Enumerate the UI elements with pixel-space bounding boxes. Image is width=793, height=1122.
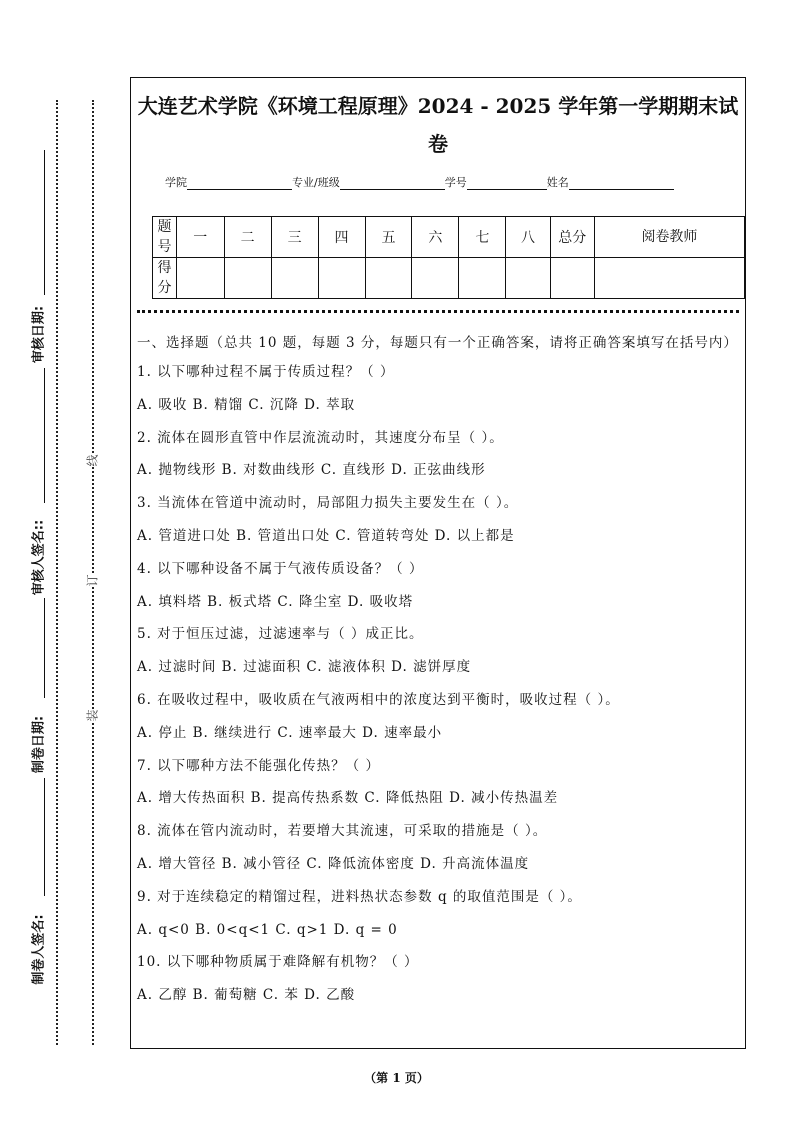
question-options: A. 过滤时间 B. 过滤面积 C. 滤液体积 D. 滤饼厚度 — [137, 659, 472, 676]
table-cell: 一 — [176, 217, 224, 258]
reviewer-signature-label: 审核人签名:: — [31, 519, 47, 596]
question-text: 7. 以下哪种方法不能强化传热？（ ） — [137, 757, 380, 774]
table-cell: 得分 — [153, 258, 177, 299]
score-cell[interactable] — [271, 258, 318, 299]
question-options: A. 增大传热面积 B. 提高传热系数 C. 降低热阻 D. 减小传热温差 — [137, 790, 559, 807]
question-options: A. 填料塔 B. 板式塔 C. 降尘室 D. 吸收塔 — [137, 593, 414, 610]
dotted-line-outer — [56, 100, 58, 1045]
binding-char-install: 装 — [85, 709, 100, 722]
question-text: 4. 以下哪种设备不属于气液传质设备？（ ） — [137, 560, 424, 577]
score-cell[interactable] — [176, 258, 224, 299]
binding-char-line: 线 — [85, 454, 100, 467]
name-field[interactable] — [569, 177, 674, 190]
question-options: A. q<0 B. 0<q<1 C. q>1 D. q = 0 — [137, 921, 398, 938]
score-cell[interactable] — [550, 258, 594, 299]
name-label: 姓名 — [546, 176, 569, 189]
table-cell: 阅卷教师 — [594, 217, 744, 258]
major-label: 专业/班级 — [292, 176, 340, 189]
question-options: A. 增大管径 B. 减小管径 C. 降低流体密度 D. 升高流体温度 — [137, 855, 530, 872]
signature-line — [44, 150, 45, 295]
binding-char-bind: 订 — [85, 574, 100, 587]
score-cell[interactable] — [224, 258, 271, 299]
student-id-label: 学号 — [444, 176, 467, 189]
question-text: 8. 流体在管内流动时，若要增大其流速，可采取的措施是（ ）。 — [137, 823, 548, 840]
score-cell[interactable] — [412, 258, 459, 299]
question-options: A. 管道进口处 B. 管道出口处 C. 管道转弯处 D. 以上都是 — [137, 527, 515, 544]
score-cell[interactable] — [459, 258, 506, 299]
question-text: 2. 流体在圆形直管中作层流流动时，其速度分布呈（ ）。 — [137, 429, 504, 446]
score-cell[interactable] — [365, 258, 412, 299]
separator — [137, 310, 739, 313]
question-text: 10. 以下哪种物质属于难降解有机物？（ ） — [137, 954, 419, 971]
question-text: 6. 在吸收过程中，吸收质在气液两相中的浓度达到平衡时，吸收过程（ ）。 — [137, 691, 620, 708]
table-cell: 七 — [459, 217, 506, 258]
student-info — [165, 174, 674, 190]
question-text: 1. 以下哪种过程不属于传质过程？（ ） — [137, 364, 395, 380]
table-cell: 六 — [412, 217, 459, 258]
question-options: A. 停止 B. 继续进行 C. 速率最大 D. 速率最小 — [137, 724, 443, 741]
page-number: （第 1 页） — [364, 1071, 429, 1085]
exam-title: 大连艺术学院《环境工程原理》2024 - 2025 学年第一学期期末试 — [137, 94, 739, 118]
preparer-signature-label: 制卷人签名: — [31, 914, 47, 985]
signature-line — [44, 598, 45, 698]
signature-line — [44, 368, 45, 503]
question-options: A. 抛物线形 B. 对数曲线形 C. 直线形 D. 正弦曲线形 — [137, 462, 486, 479]
score-table — [152, 216, 745, 299]
exam-frame — [130, 77, 746, 1049]
question-text: 9. 对于连续稳定的精馏过程，进料热状态参数 q 的取值范围是（ ）。 — [137, 888, 582, 905]
prep-date-label: 制卷日期: — [31, 715, 47, 774]
section-intro: 一、选择题（总共 10 题，每题 3 分，每题只有一个正确答案，请将正确答案填写在括号内） — [137, 335, 738, 351]
table-cell: 八 — [506, 217, 550, 258]
table-cell: 三 — [271, 217, 318, 258]
exam-title-cont: 卷 — [428, 132, 448, 156]
question-text: 5. 对于恒压过滤，过滤速率与（ ）成正比。 — [137, 626, 424, 643]
table-row — [153, 258, 745, 299]
section-multiple-choice — [137, 332, 737, 1017]
student-id-field[interactable] — [467, 177, 547, 190]
table-row — [153, 217, 745, 258]
college-field[interactable] — [187, 177, 292, 190]
question-options: A. 乙醇 B. 葡萄糖 C. 苯 D. 乙酸 — [137, 987, 356, 1004]
table-cell: 五 — [365, 217, 412, 258]
binding-line — [92, 100, 94, 1045]
table-cell: 四 — [318, 217, 365, 258]
score-cell[interactable] — [594, 258, 744, 299]
table-cell: 总分 — [550, 217, 594, 258]
major-field[interactable] — [340, 177, 445, 190]
table-cell: 二 — [224, 217, 271, 258]
college-label: 学院 — [165, 176, 187, 189]
signature-line — [44, 778, 45, 896]
review-date-label: 审核日期: — [31, 305, 47, 364]
question-text: 3. 当流体在管道中流动时，局部阻力损失主要发生在（ ）。 — [137, 495, 519, 512]
score-cell[interactable] — [318, 258, 365, 299]
question-options: A. 吸收 B. 精馏 C. 沉降 D. 萃取 — [137, 396, 356, 413]
score-cell[interactable] — [506, 258, 550, 299]
table-cell: 题号 — [153, 217, 177, 258]
